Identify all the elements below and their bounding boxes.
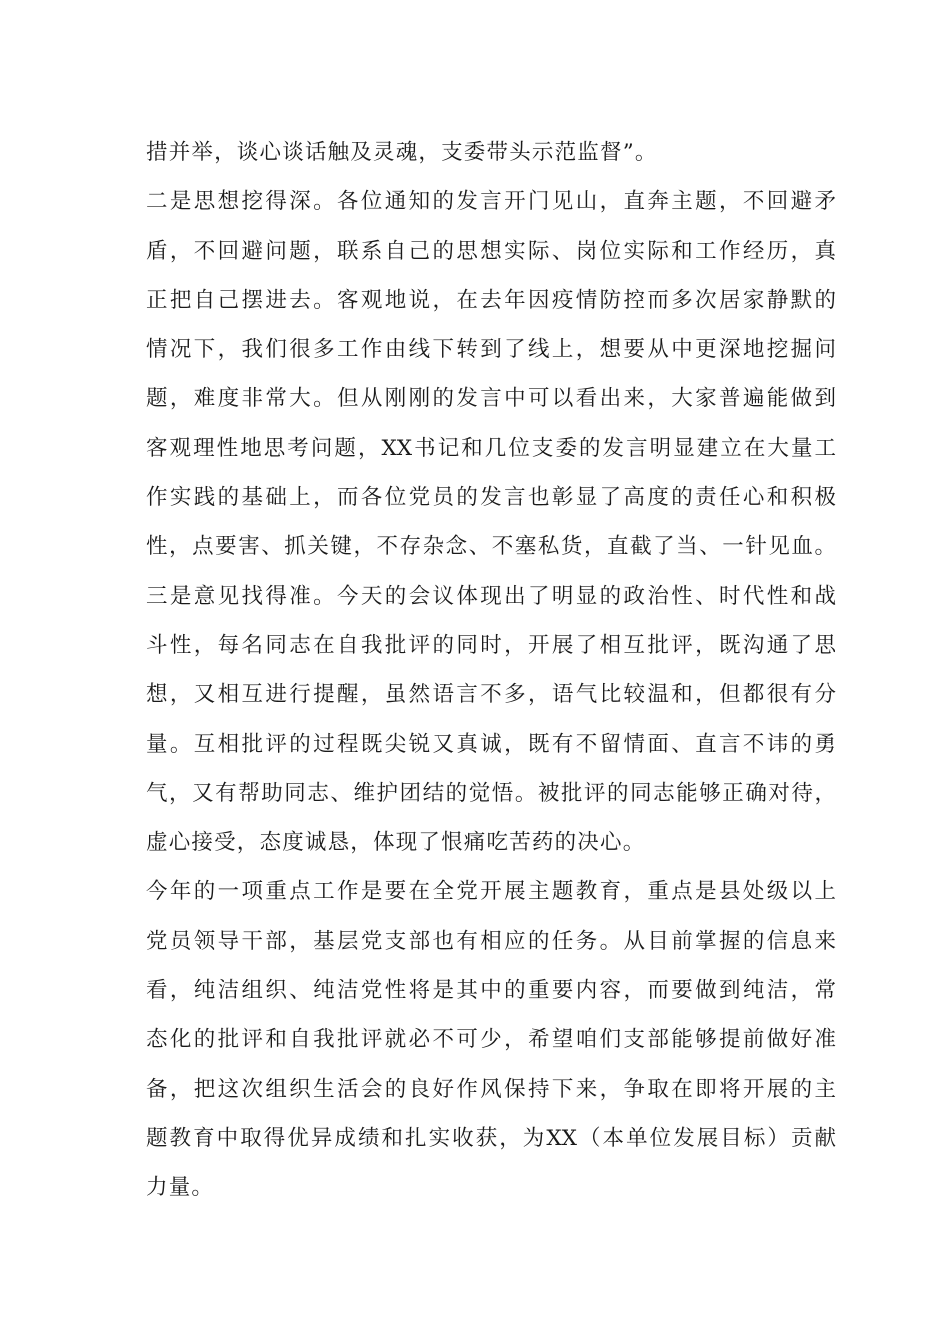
text-line: 量。互相批评的过程既尖锐又真诚，既有不留情面、直言不讳的勇 bbox=[146, 731, 836, 757]
text-line: 备，把这次组织生活会的良好作风保持下来，争取在即将开展的主 bbox=[146, 1076, 836, 1102]
text-line: 情况下，我们很多工作由线下转到了线上，想要从中更深地挖掘问 bbox=[146, 337, 836, 363]
text-line: 题，难度非常大。但从刚刚的发言中可以看出来，大家普遍能做到 bbox=[146, 386, 836, 412]
text-line: 题教育中取得优异成绩和扎实收获，为XX（本单位发展目标）贡献 bbox=[146, 1125, 836, 1151]
text-line: 客观理性地思考问题，XX书记和几位支委的发言明显建立在大量工 bbox=[146, 435, 836, 461]
text-line: 正把自己摆进去。客观地说，在去年因疫情防控而多次居家静默的 bbox=[146, 287, 836, 313]
text-line: 盾，不回避问题，联系自己的思想实际、岗位实际和工作经历，真 bbox=[146, 238, 836, 264]
text-line: 作实践的基础上，而各位党员的发言也彰显了高度的责任心和积极 bbox=[146, 485, 836, 511]
text-line: 看，纯洁组织、纯洁党性将是其中的重要内容，而要做到纯洁，常 bbox=[146, 978, 836, 1004]
text-line: 党员领导干部，基层党支部也有相应的任务。从目前掌握的信息来 bbox=[146, 928, 836, 954]
text-line: 虚心接受，态度诚恳，体现了恨痛吃苦药的决心。 bbox=[146, 830, 646, 856]
text-line: 态化的批评和自我批评就必不可少，希望咱们支部能够提前做好准 bbox=[146, 1027, 836, 1053]
text-line: 三是意见找得准。今天的会议体现出了明显的政治性、时代性和战 bbox=[146, 583, 836, 609]
document-body bbox=[146, 128, 836, 1213]
text-line: 斗性，每名同志在自我批评的同时，开展了相互批评，既沟通了思 bbox=[146, 632, 836, 658]
text-line: 措并举，谈心谈话触及灵魂，支委带头示范监督”。 bbox=[146, 140, 658, 165]
text-line: 二是思想挖得深。各位通知的发言开门见山，直奔主题，不回避矛 bbox=[146, 189, 836, 215]
text-line: 今年的一项重点工作是要在全党开展主题教育，重点是县处级以上 bbox=[146, 879, 836, 905]
text-line: 力量。 bbox=[146, 1175, 215, 1201]
text-line: 想，又相互进行提醒，虽然语言不多，语气比较温和，但都很有分 bbox=[146, 682, 836, 708]
text-line: 性，点要害、抓关键，不存杂念、不塞私货，直截了当、一针见血。 bbox=[146, 534, 836, 560]
text-line: 气，又有帮助同志、维护团结的觉悟。被批评的同志能够正确对待， bbox=[146, 780, 836, 806]
